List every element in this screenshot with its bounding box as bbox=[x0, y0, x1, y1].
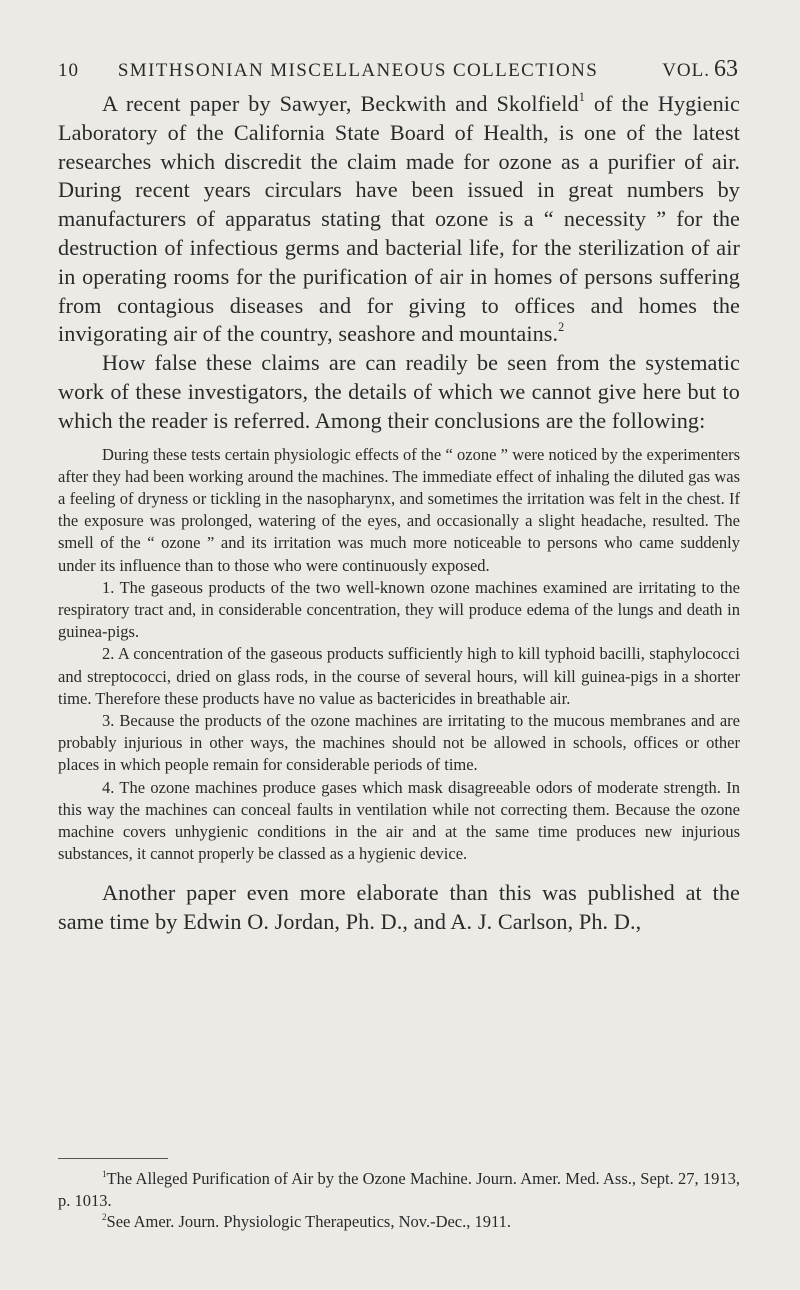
footnote-1 bbox=[58, 1168, 740, 1211]
footnotes bbox=[58, 1168, 740, 1233]
footnote-text-1: The Alleged Purification of Air by the Ozone Machine. Journ. Amer. Med. Ass., Sept. 27, 1913, p. 1013. bbox=[58, 1169, 740, 1210]
running-header bbox=[58, 56, 738, 83]
footnote-mark-1: 1 bbox=[102, 1168, 107, 1179]
page-number: 10 bbox=[58, 60, 79, 81]
quoted-conclusions bbox=[58, 444, 740, 866]
conclusion-item-2: 2. A concentration of the gaseous products sufficiently high to kill typhoid bacilli, staphylococci and streptococci, dried on glass rods, in the course of several hours, will kill guinea-pigs in a shorter time. Therefore these products have no value as bactericides in breathable air. bbox=[58, 644, 740, 708]
running-title: SMITHSONIAN MISCELLANEOUS COLLECTIONS bbox=[117, 60, 599, 81]
closing-paragraph: Another paper even more elaborate than this was published at the same time by Edwin O. Jordan, Ph. D., and A. J. Carlson, Ph. D., bbox=[58, 880, 740, 935]
volume-number: 63 bbox=[714, 56, 738, 82]
footnote-mark-2: 2 bbox=[102, 1211, 107, 1222]
paragraph-1 bbox=[58, 90, 740, 349]
volume-label bbox=[618, 56, 738, 83]
footnote-2 bbox=[58, 1211, 740, 1233]
conclusion-item-1: 1. The gaseous products of the two well-known ozone machines examined are irritating to the respiratory tract and, in considerable concentration, they will produce edema of the lungs and death in guinea-pigs. bbox=[58, 577, 740, 642]
footnote-text-2: See Amer. Journ. Physiologic Therapeutics, Nov.-Dec., 1911. bbox=[106, 1212, 512, 1231]
footnote-rule bbox=[58, 1158, 168, 1159]
paragraph-1-part-a: A recent paper by Sawyer, Beckwith and Skolfield bbox=[102, 91, 579, 116]
quote-intro: During these tests certain physiologic effects of the “ ozone ” were noticed by the experimenters after they had been working around the machines. The immediate effect of inhaling the diluted gas was a feeling of dryness or tickling in the nasopharynx, and sometimes the irritation was felt in the chest. If the exposure was prolonged, watering of the eyes, and occasionally a slight headache, resulted. The smell of the “ ozone ” and its irritation was much more noticeable to persons who came suddenly under its influence than to those who were continuously exposed. bbox=[58, 444, 740, 575]
conclusion-item-4: 4. The ozone machines produce gases which mask disagreeable odors of moderate strength. In this way the machines can conceal faults in ventilation while not correcting them. Because the ozone machine covers unhygienic conditions in the air and at the same time produces new injurious substances, it cannot properly be classed as a hygienic device. bbox=[58, 777, 740, 864]
footnote-ref-2: 2 bbox=[558, 320, 565, 335]
conclusion-item-3: 3. Because the products of the ozone machines are irritating to the mucous membranes and are probably injurious in other ways, the machines should not be allowed in schools, offices or other places in which people remain for considerable periods of time. bbox=[58, 711, 740, 775]
main-text bbox=[58, 90, 740, 937]
volume-prefix: VOL. bbox=[662, 60, 710, 81]
paragraph-1-part-b: of the Hygienic Laboratory of the California State Board of Health, is one of the latest researches which discredit the claim made for ozone as a purifier of air. During recent years circulars have been issued in great numbers by manufacturers of apparatus stating that ozone is a “ necessity ” for the destruction of infectious germs and bacterial life, for the sterilization of air in operating rooms for the purification of air in homes of persons suffering from contagious diseases and for giving to offices and homes the invigorating air of the country, seashore and mountains. bbox=[58, 91, 740, 347]
footnote-ref-1: 1 bbox=[578, 90, 585, 105]
paragraph-2: How false these claims are can readily be seen from the systematic work of these investigators, the details of which we cannot give here but to which the reader is referred. Among their conclusions are the following: bbox=[58, 350, 740, 433]
